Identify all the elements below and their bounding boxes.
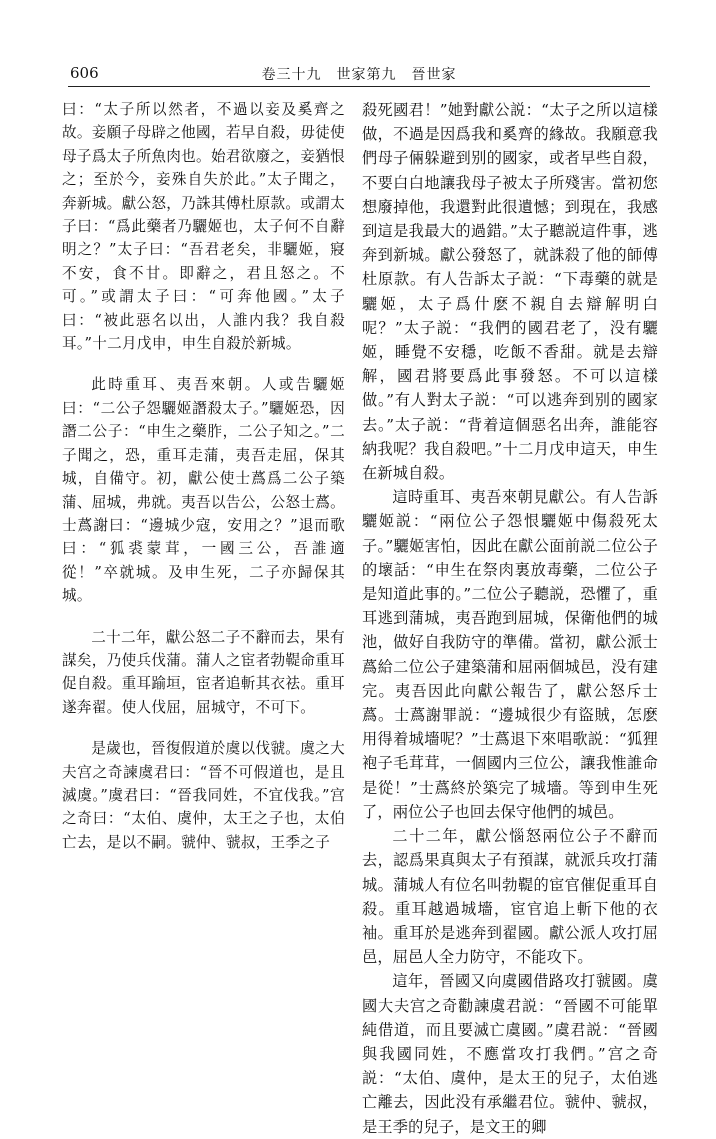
header-rule [68, 86, 650, 87]
translation-paragraph: 這年，晉國又向虞國借路攻打虢國。虞國大夫宫之奇勸諫虞君説：“晉國不可能單純借道，而且要滅亡虞國。”虞君説：“晉國與我國同姓，不應當攻打我們。”宫之奇説：“太伯、虞仲，是太王的兒子，太伯逃亡離去，因此没有承繼君位。虢仲、虢叔，是王季的兒子，是文王的卿 [362, 972, 658, 1136]
translation-paragraph: 二十二年，獻公惱怒兩位公子不辭而去，認爲果真與太子有預謀，就派兵攻打蒲城。蒲城人有位名叫勃鞮的宦官催促重耳自殺。重耳越過城墻，宦官追上斬下他的衣袖。重耳於是逃奔到翟國。獻公派人攻打屈邑，屈邑人全力防守，不能攻下。 [362, 827, 658, 967]
translation-paragraph: 這時重耳、夷吾來朝見獻公。有人告訴驪姬説：“兩位公子怨恨驪姬中傷殺死太子。”驪姬害怕，因此在獻公面前説二位公子的壞話：“申生在祭肉裏放毒藥，二位公子是知道此事的。”二位公子聽説，恐懼了，重耳逃到蒲城，夷吾跑到屈城，保衛他們的城池，做好自我防守的準備。當初，獻公派士蔿給二位公子建築蒲和屈兩個城邑，没有建完。夷吾因此向獻公報告了，獻公怒斥士蔿。士蔿謝罪説：“邊城很少有盜賊，怎麽用得着城墻呢？”士蔿退下來唱歌説：“狐狸袍子毛茸茸，一個國内三位公，讓我惟誰命是從！”士蔿終於築完了城墻。等到申生死了，兩位公子也回去保守他們的城邑。 [362, 488, 658, 821]
translation-paragraph: 殺死國君！”她對獻公説：“太子之所以這樣做，不過是因爲我和奚齊的緣故。我願意我們母子倆躲避到别的國家，或者早些自殺，不要白白地讓我母子被太子所殘害。當初您想廢掉他，我還對此很遺憾；到現在，我感到這是我最大的過錯。”太子聽説這件事，逃奔到新城。獻公發怒了，就誅殺了他的師傅杜原款。有人告訴太子説：“下毒藥的就是驪姬，太子爲什麽不親自去辯解明白呢？”太子説：“我們的國君老了，没有驪姬，睡覺不安穩，吃飯不香甜。就是去辯解，國君將要爲此事發怒。不可以這樣做。”有人對太子説：“可以逃奔到别的國家去。”太子説：“背着這個惡名出奔，誰能容納我呢？我自殺吧。”十二月戊申這天，申生在新城自殺。 [362, 101, 658, 483]
classical-paragraph: 曰：“太子所以然者，不過以妾及奚齊之故。妾願子母辟之他國，若早自殺，毋徒使母子爲太子所魚肉也。始君欲廢之，妾猶恨之；至於今，妾殊自失於此。”太子聞之，奔新城。獻公怒，乃誅其傅杜原款。或謂太子曰：“爲此藥者乃驪姬也，太子何不自辭明之？”太子曰：“吾君老矣，非驪姬，寢不安，食不甘。即辭之，君且怒之。不可。”或謂太子曰：“可奔他國。”太子曰：“被此惡名以出，人誰内我？我自殺耳。”十二月戊申，申生自殺於新城。 [62, 101, 345, 353]
translation-column [362, 98, 658, 1139]
page-header [70, 62, 648, 86]
classical-paragraph: 此時重耳、夷吾來朝。人或告驪姬曰：“二公子怨驪姬譖殺太子。”驪姬恐，因譖二公子：“申生之藥胙，二公子知之。”二子聞之，恐，重耳走蒲，夷吾走屈，保其城，自備守。初，獻公使士蔿爲二公子築蒲、屈城，弗就。夷吾以告公，公怒士蔿。士蔿謝曰：“邊城少寇，安用之？”退而歌曰：“狐裘蒙茸，一國三公，吾誰適從！”卒就城。及申生死，二子亦歸保其城。 [62, 376, 345, 605]
running-head: 卷三十九 世家第九 晉世家 [261, 67, 457, 83]
classical-paragraph: 是歲也，晉復假道於虞以伐虢。虞之大夫宫之奇諫虞君曰：“晉不可假道也，是且滅虞。”虞君曰：“晉我同姓，不宜伐我。”宫之奇曰：“太伯、虞仲，太王之子也，太伯亡去，是以不嗣。虢仲、虢叔，王季之子 [62, 740, 345, 851]
page-number: 606 [70, 64, 99, 82]
classical-text-column [62, 98, 345, 872]
classical-paragraph: 二十二年，獻公怒二子不辭而去，果有謀矣，乃使兵伐蒲。蒲人之宦者勃鞮命重耳促自殺。重耳踰垣，宦者追斬其衣祛。重耳遂奔翟。使人伐屈，屈城守，不可下。 [62, 628, 345, 716]
